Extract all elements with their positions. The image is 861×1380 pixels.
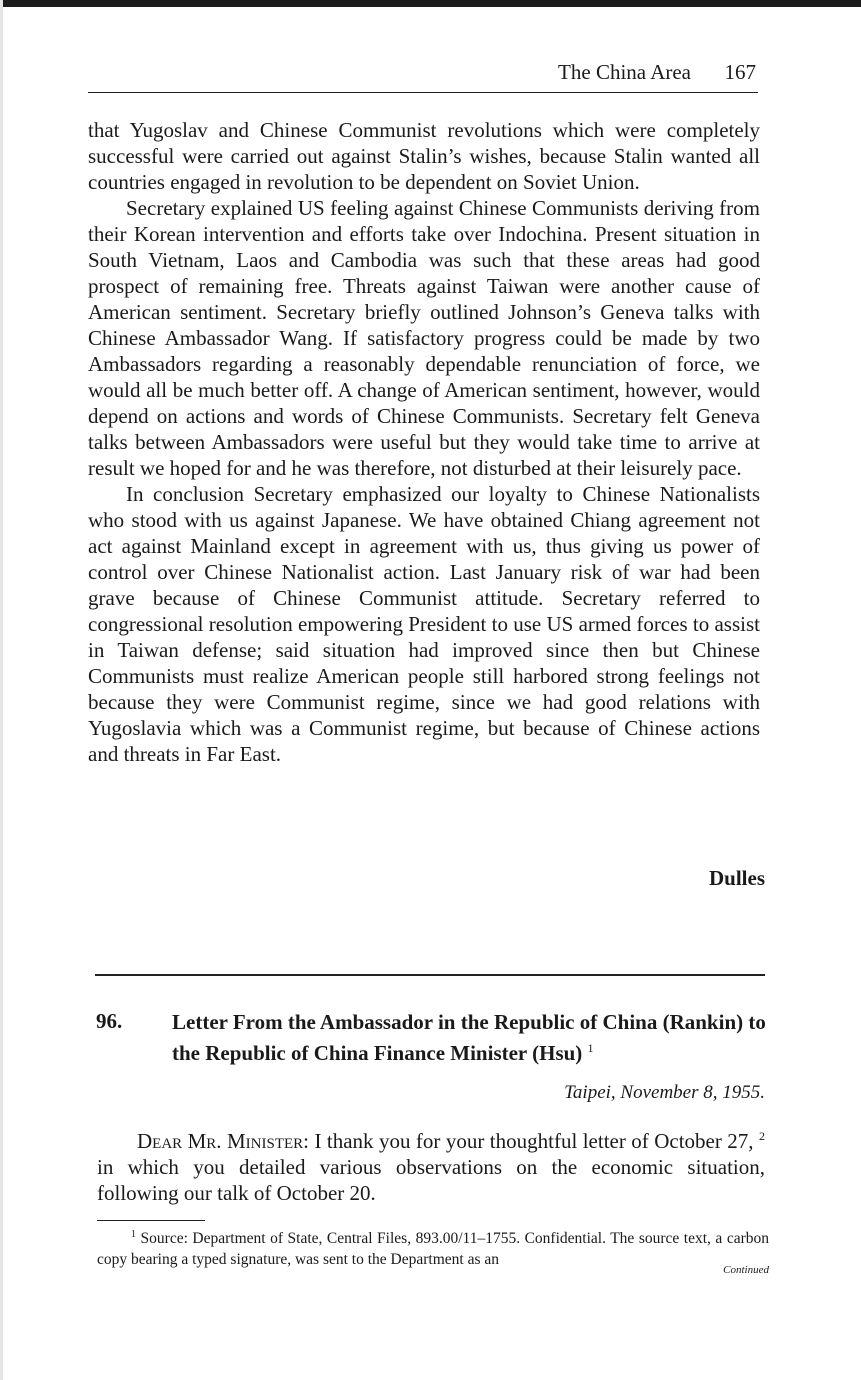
letter-text-2: in which you detailed various observations on the economic situation, following our talk of October 20. bbox=[97, 1155, 765, 1205]
paragraph-1: that Yugoslav and Chinese Communist revolutions which were completely successful were carried out against Stalin’s wishes, because Stalin wanted all countries engaged in revolution to be dependent on Soviet Union. bbox=[88, 118, 760, 194]
section-divider bbox=[95, 974, 765, 976]
letter-text-1: I thank you for your thoughtful letter of October 27, bbox=[314, 1129, 754, 1153]
footnote-ref-2: 2 bbox=[759, 1129, 766, 1143]
footnote-marker: 1 bbox=[131, 1229, 136, 1240]
letter-body bbox=[97, 1123, 765, 1206]
document-title bbox=[172, 1009, 766, 1066]
dateline: Taipei, November 8, 1955. bbox=[564, 1082, 765, 1103]
running-head bbox=[88, 60, 758, 93]
footnote-rule bbox=[97, 1220, 205, 1221]
document-title-text: Letter From the Ambassador in the Republic of China (Rankin) to the Republic of China Finance Minister (Hsu) bbox=[172, 1010, 766, 1065]
footnote-1 bbox=[97, 1224, 769, 1270]
footnote-ref-1: 1 bbox=[587, 1041, 594, 1055]
continued-note: Continued bbox=[723, 1264, 769, 1276]
running-head-title: The China Area bbox=[558, 60, 691, 84]
page-left-edge bbox=[0, 0, 3, 1380]
body-text bbox=[88, 117, 760, 767]
signature: Dulles bbox=[708, 866, 765, 890]
paragraph-2: Secretary explained US feeling against Chinese Communists deriving from their Korean intervention and efforts take over Indochina. Present situation in South Vietnam, Laos and Cambodia was such that these areas had good prospect of remaining free. Threats against Taiwan were another cause of American sentiment. Secretary briefly outlined Johnson’s Geneva talks with Chinese Ambassador Wang. If satisfactory progress could be made by two Ambassadors regarding a reasonably dependable renunciation of force, we would all be much better off. A change of American sentiment, however, would depend on actions and words of Chinese Communists. Secretary felt Geneva talks between Ambassadors were useful but they would take time to arrive at result we hoped for and he was therefore, not disturbed at their leisurely pace. bbox=[88, 196, 760, 480]
paragraph-3: In conclusion Secretary emphasized our loyalty to Chinese Nationalists who stood with us against Japanese. We have obtained Chiang agreement not act against Mainland except in agreement with us, thus giving us power of control over Chinese Nationalist action. Last January risk of war had been grave because of Chinese Communist attitude. Secretary referred to congressional resolution empowering President to use US armed forces to assist in Taiwan defense; said situation had improved since then but Chinese Communists must realize American people still harbored strong feelings not because they were Communist regime, since we had good relations with Yugoslavia which was a Communist regime, but because of Chinese actions and threats in Far East. bbox=[88, 482, 760, 766]
page-number: 167 bbox=[724, 60, 756, 84]
salutation: Dear Mr. Minister: bbox=[137, 1129, 309, 1153]
document-number: 96. bbox=[96, 1009, 123, 1033]
footnote-text: Source: Department of State, Central Files, 893.00/11–1755. Confidential. The source text, a carbon copy bearing a typed signature, was sent to the Department as an bbox=[97, 1230, 770, 1269]
top-edge-bar bbox=[0, 0, 861, 7]
